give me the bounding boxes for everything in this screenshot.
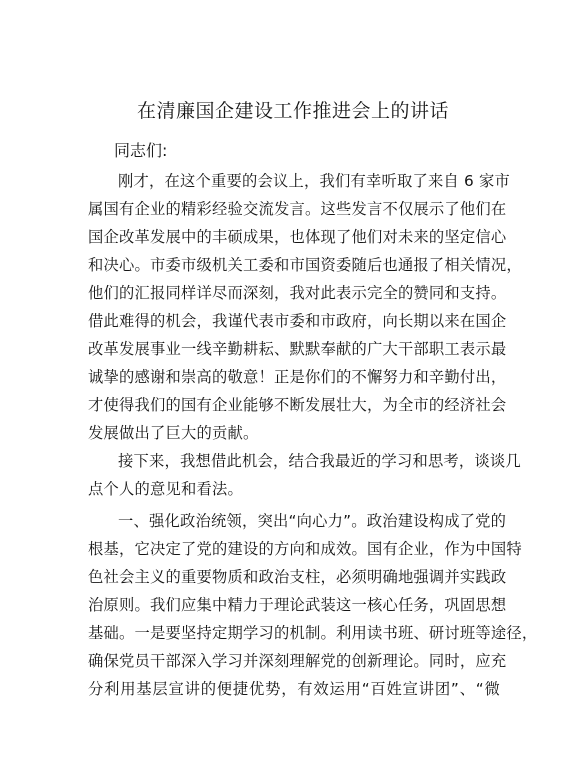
paragraph-line: 和决心。市委市级机关工委和市国资委随后也通报了相关情况， [88, 256, 522, 274]
paragraph-line: 接下来，我想借此机会，结合我最近的学习和思考，谈谈几 [118, 452, 521, 470]
paragraph-line: 确保党员干部深入学习并深刻理解党的创新理论。同时，应充 [88, 652, 507, 670]
document-title: 在清廉国企建设工作推进会上的讲话 [136, 100, 449, 122]
paragraph-line: 他们的汇报同样详尽而深刻，我对此表示完全的赞同和支持。 [88, 284, 507, 302]
paragraph-line: 分利用基层宣讲的便捷优势，有效运用“百姓宣讲团”、“微 [88, 680, 500, 698]
greeting-text: 同志们: [114, 141, 168, 160]
paragraph-line: 改革发展事业一线辛勤耕耘、默默奉献的广大干部职工表示最 [88, 340, 507, 358]
paragraph-line: 色社会主义的重要物质和政治支柱，必须明确地强调并实践政 [88, 568, 507, 586]
paragraph-line: 借此难得的机会，我谨代表市委和市政府，向长期以来在国企 [88, 312, 507, 330]
paragraph-line: 国企改革发展中的丰硕成果，也体现了他们对未来的坚定信心 [88, 228, 507, 246]
paragraph-line: 属国有企业的精彩经验交流发言。这些发言不仅展示了他们在 [88, 200, 507, 218]
paragraph-line: 治原则。我们应集中精力于理论武装这一核心任务，巩固思想 [88, 596, 507, 614]
paragraph-line: 基础。一是要坚持定期学习的机制。利用读书班、研讨班等途径， [88, 624, 538, 642]
paragraph-line: 根基，它决定了党的建设的方向和成效。国有企业，作为中国特 [88, 540, 522, 558]
paragraph-line: 诚挚的感谢和崇高的敬意！正是你们的不懈努力和辛勤付出， [88, 368, 507, 386]
paragraph-line: 发展做出了巨大的贡献。 [88, 424, 259, 442]
paragraph-line: 一、强化政治统领，突出“向心力”。政治建设构成了党的 [118, 512, 507, 530]
paragraph-line: 刚才，在这个重要的会议上，我们有幸听取了来自 6 家市 [118, 172, 510, 190]
paragraph-line: 才使得我们的国有企业能够不断发展壮大，为全市的经济社会 [88, 396, 507, 414]
paragraph-line: 点个人的意见和看法。 [88, 480, 243, 498]
